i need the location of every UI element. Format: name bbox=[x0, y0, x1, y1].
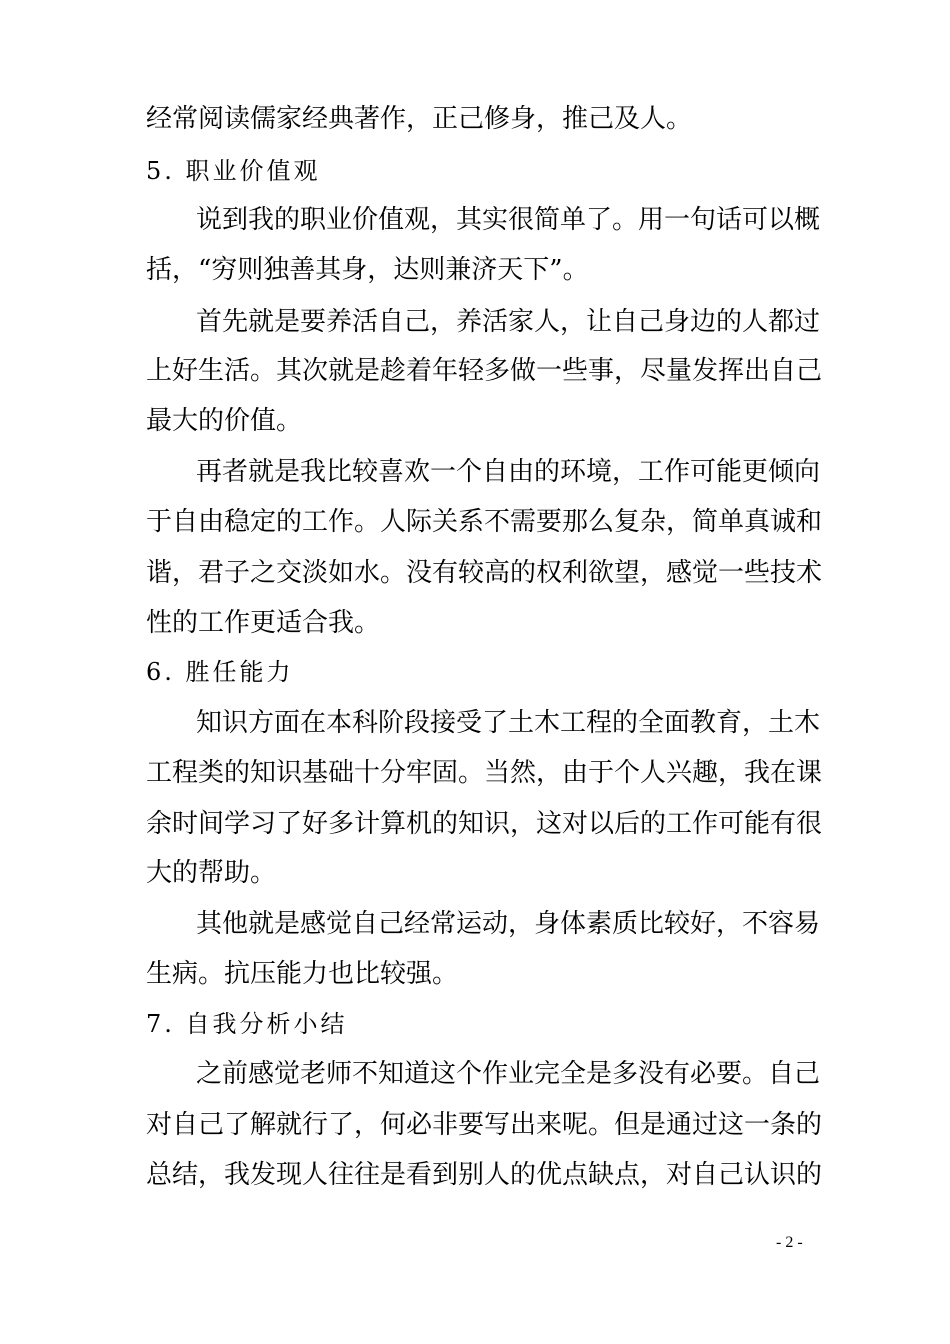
section-heading-career-values: 5. 职业价值观 bbox=[146, 157, 321, 185]
paragraph-line: 谐，君子之交淡如水。没有较高的权利欲望，感觉一些技术 bbox=[146, 558, 823, 588]
paragraph-line: 余时间学习了好多计算机的知识，这对以后的工作可能有很 bbox=[146, 809, 823, 839]
paragraph-line: 之前感觉老师不知道这个作业完全是多没有必要。自己 bbox=[196, 1059, 821, 1089]
paragraph-line: 于自由稳定的工作。人际关系不需要那么复杂，简单真诚和 bbox=[146, 507, 823, 537]
paragraph-line: 大的帮助。 bbox=[146, 858, 277, 888]
paragraph-line: 最大的价值。 bbox=[146, 406, 303, 436]
page-number: - 2 - bbox=[776, 1234, 803, 1251]
paragraph-line: 说到我的职业价值观，其实很简单了。用一句话可以概 bbox=[196, 205, 821, 235]
paragraph-line: 上好生活。其次就是趁着年轻多做一些事，尽量发挥出自己 bbox=[146, 356, 823, 386]
paragraph-line: 对自己了解就行了，何必非要写出来呢。但是通过这一条的 bbox=[146, 1110, 823, 1140]
section-heading-competence: 6. 胜任能力 bbox=[146, 658, 294, 686]
paragraph-line: 性的工作更适合我。 bbox=[146, 608, 381, 638]
paragraph-line: 知识方面在本科阶段接受了土木工程的全面教育，土木 bbox=[196, 708, 821, 738]
paragraph-line: 生病。抗压能力也比较强。 bbox=[146, 959, 459, 989]
paragraph-line: 总结，我发现人往往是看到别人的优点缺点，对自己认识的 bbox=[146, 1160, 823, 1190]
paragraph-line: 括，“穷则独善其身，达则兼济天下”。 bbox=[146, 255, 589, 285]
body-text-line: 经常阅读儒家经典著作，正己修身，推己及人。 bbox=[146, 104, 693, 134]
paragraph-line: 其他就是感觉自己经常运动，身体素质比较好，不容易 bbox=[196, 909, 821, 939]
paragraph-line: 首先就是要养活自己，养活家人，让自己身边的人都过 bbox=[196, 307, 821, 337]
paragraph-line: 工程类的知识基础十分牢固。当然，由于个人兴趣，我在课 bbox=[146, 758, 823, 788]
paragraph-line: 再者就是我比较喜欢一个自由的环境，工作可能更倾向 bbox=[196, 457, 821, 487]
section-heading-summary: 7. 自我分析小结 bbox=[146, 1010, 348, 1038]
